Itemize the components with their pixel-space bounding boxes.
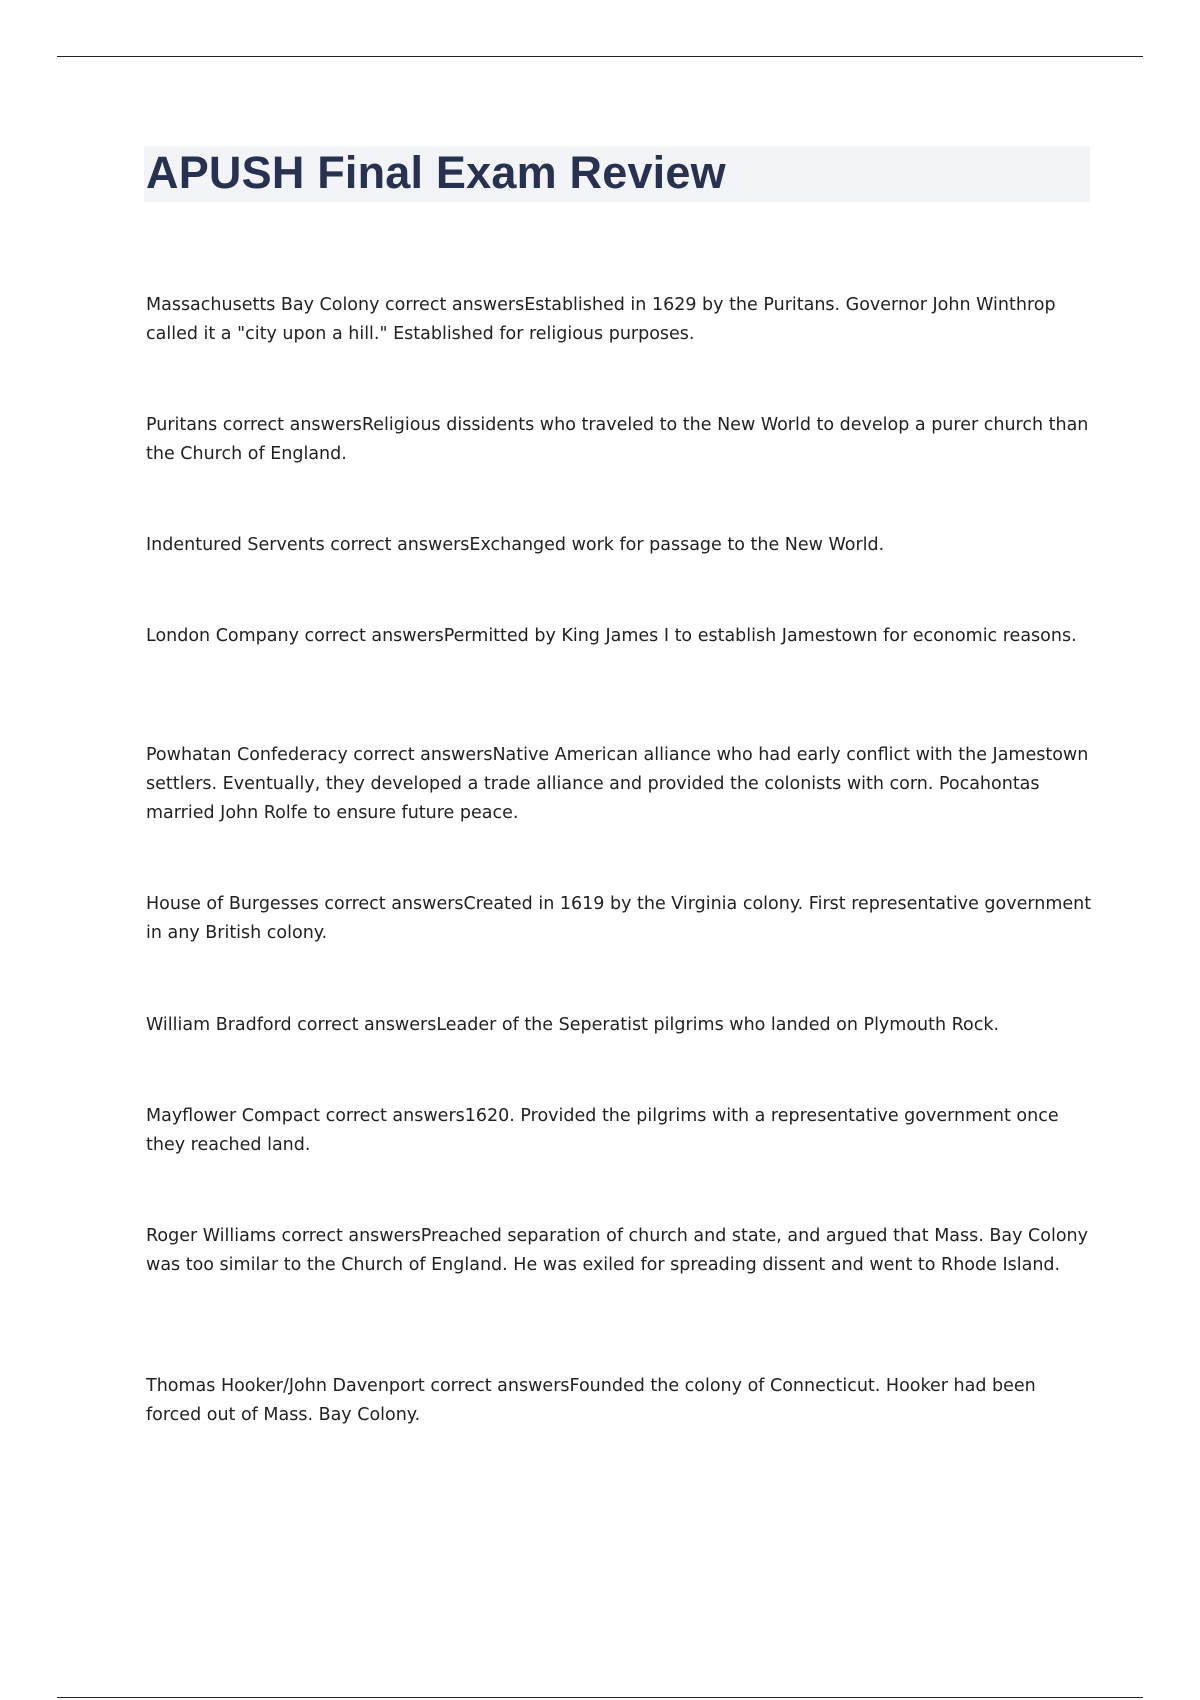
bottom-divider: [57, 1697, 1143, 1698]
entry-roger-williams: Roger Williams correct answersPreached separation of church and state, and argued that Mass. Bay Colony was too similar to the Church of England. He was exiled for spreading dissent and went to Rhode Island.: [146, 1226, 1088, 1275]
top-divider: [57, 56, 1143, 57]
page-title: APUSH Final Exam Review: [146, 147, 726, 198]
entry-powhatan-confederacy: Powhatan Confederacy correct answersNative American alliance who had early conflict with the Jamestown settlers. Eventually, they developed a trade alliance and provided the colonists with corn. Pocahontas married John Rolfe to ensure future peace.: [146, 745, 1089, 823]
entry-indentured-servents: Indentured Servents correct answersExchanged work for passage to the New World.: [146, 535, 885, 555]
entry-william-bradford: William Bradford correct answersLeader of the Seperatist pilgrims who landed on Plymouth Rock.: [146, 1015, 1000, 1035]
entry-thomas-hooker-john-davenport: Thomas Hooker/John Davenport correct answersFounded the colony of Connecticut. Hooker had been forced out of Mass. Bay Colony.: [146, 1376, 1036, 1425]
entry-massachusetts-bay-colony: Massachusetts Bay Colony correct answersEstablished in 1629 by the Puritans. Governor John Winthrop called it a "city upon a hill." Established for religious purposes.: [146, 295, 1056, 344]
entry-london-company: London Company correct answersPermitted by King James I to establish Jamestown for economic reasons.: [146, 626, 1077, 646]
entry-puritans: Puritans correct answersReligious dissidents who traveled to the New World to develop a purer church than the Church of England.: [146, 415, 1089, 464]
entry-house-of-burgesses: House of Burgesses correct answersCreated in 1619 by the Virginia colony. First representative government in any British colony.: [146, 894, 1092, 943]
entry-mayflower-compact: Mayflower Compact correct answers1620. Provided the pilgrims with a representative government once they reached land.: [146, 1106, 1059, 1155]
